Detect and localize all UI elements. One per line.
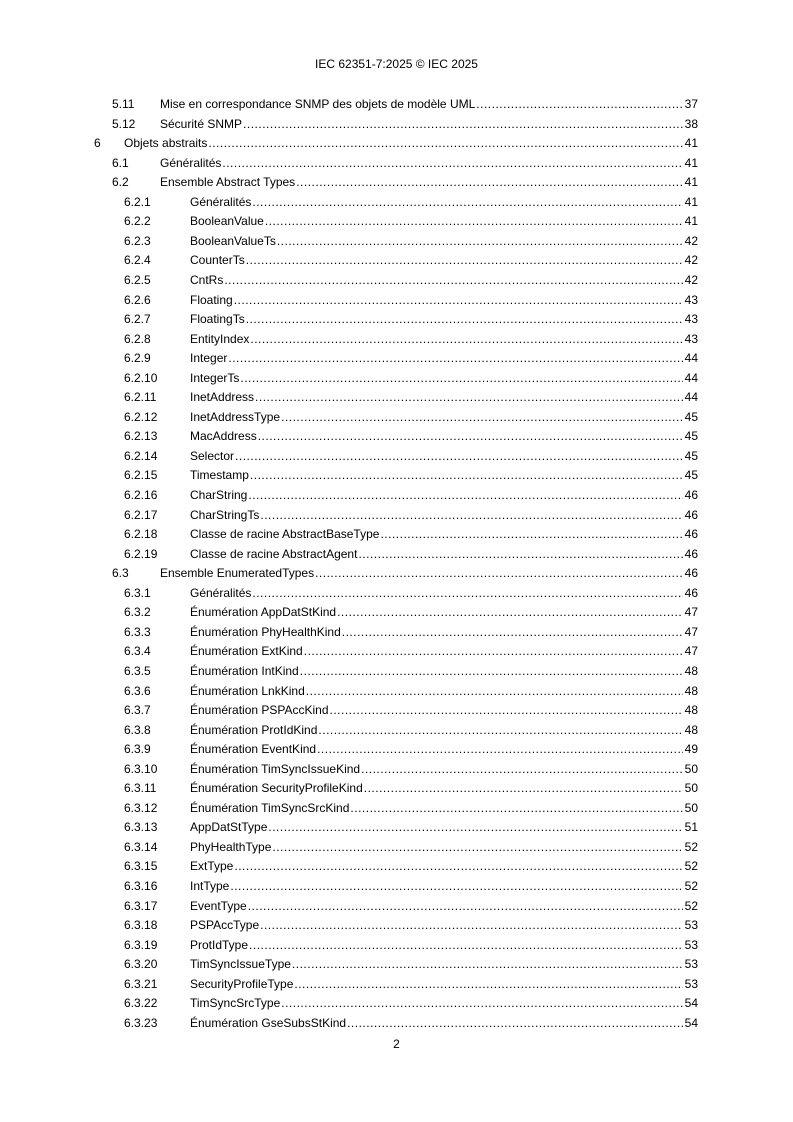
toc-entry[interactable] — [0, 759, 793, 779]
toc-entry-title: Énumération LnkKind — [190, 681, 306, 701]
dot-leader — [252, 192, 682, 212]
dot-leader — [294, 974, 682, 994]
toc-entry-title: Énumération TimSyncSrcKind — [190, 798, 350, 818]
dot-leader — [228, 348, 682, 368]
dot-leader — [208, 133, 682, 153]
toc-entry-page: 46 — [683, 485, 698, 505]
toc-entry-title: AppDatStType — [190, 817, 268, 837]
toc-entry[interactable] — [0, 329, 793, 349]
toc-entry-page: 41 — [683, 192, 698, 212]
toc-entry-title: Floating — [190, 290, 234, 310]
toc-entry-number: 6.3 — [112, 566, 129, 581]
dot-leader — [277, 231, 683, 251]
toc-entry[interactable] — [0, 250, 793, 270]
toc-entry[interactable] — [0, 837, 793, 857]
toc-entry-number: 6.2.1 — [124, 194, 151, 209]
toc-entry-number: 6.2.19 — [124, 546, 158, 561]
toc-entry-page: 52 — [683, 876, 698, 896]
toc-entry-title: CounterTs — [190, 250, 246, 270]
toc-entry[interactable] — [0, 485, 793, 505]
dot-leader — [306, 681, 683, 701]
toc-entry[interactable] — [0, 231, 793, 251]
toc-entry-page: 41 — [683, 153, 698, 173]
toc-entry[interactable] — [0, 739, 793, 759]
toc-entry-number: 6.3.11 — [124, 781, 157, 796]
toc-entry-title: Énumération PhyHealthKind — [190, 622, 342, 642]
toc-entry-title: InetAddress — [190, 387, 255, 407]
toc-entry-number: 6.3.23 — [124, 1015, 158, 1030]
toc-entry-title: Sécurité SNMP — [160, 114, 243, 134]
dot-leader — [342, 622, 683, 642]
dot-leader — [240, 368, 682, 388]
toc-entry-title: CharStringTs — [190, 505, 260, 525]
toc-entry-page: 42 — [683, 231, 698, 251]
toc-entry-number: 6.3.4 — [124, 644, 151, 659]
page-number: 2 — [393, 1037, 400, 1051]
dot-leader — [255, 387, 683, 407]
toc-entry-number: 6.2.3 — [124, 233, 151, 248]
toc-entry-title: Énumération ExtKind — [190, 641, 304, 661]
toc-entry[interactable] — [0, 524, 793, 544]
toc-entry-number: 6.3.15 — [124, 859, 158, 874]
dot-leader — [350, 798, 682, 818]
toc-entry-title: Énumération GseSubsStKind — [190, 1013, 347, 1033]
toc-entry-title: IntType — [190, 876, 230, 896]
toc-entry-page: 51 — [683, 817, 698, 837]
toc-entry-number: 6.3.2 — [124, 605, 151, 620]
dot-leader — [347, 1013, 683, 1033]
toc-entry[interactable] — [0, 720, 793, 740]
toc-entry-page: 45 — [683, 446, 698, 466]
toc-entry-number: 6.2.10 — [124, 370, 158, 385]
toc-entry-page: 48 — [683, 681, 698, 701]
toc-entry-title: InetAddressType — [190, 407, 281, 427]
toc-entry-page: 46 — [683, 505, 698, 525]
toc-entry-number: 6.3.19 — [124, 937, 158, 952]
toc-entry[interactable] — [0, 896, 793, 916]
toc-entry-number: 5.11 — [112, 97, 135, 111]
toc-entry[interactable] — [0, 94, 793, 114]
toc-entry-number: 6.3.18 — [124, 918, 158, 933]
toc-entry[interactable] — [0, 114, 793, 134]
toc-entry-title: CntRs — [190, 270, 224, 290]
toc-entry[interactable] — [0, 563, 793, 583]
dot-leader — [337, 602, 683, 622]
toc-entry-number: 6.3.17 — [124, 898, 158, 913]
dot-leader — [260, 505, 682, 525]
toc-entry[interactable] — [0, 856, 793, 876]
toc-entry[interactable] — [0, 270, 793, 290]
toc-entry[interactable] — [0, 798, 793, 818]
toc-entry-number: 6.1 — [112, 155, 129, 170]
toc-entry-number: 6.3.3 — [124, 624, 151, 639]
toc-entry-page: 47 — [683, 622, 698, 642]
toc-entry-title: Énumération AppDatStKind — [190, 602, 337, 622]
toc-entry[interactable] — [0, 153, 793, 173]
toc-entry-title: Énumération TimSyncIssueKind — [190, 759, 361, 779]
toc-entry-number: 6.3.14 — [124, 839, 158, 854]
toc-entry-title: TimSyncIssueType — [190, 954, 292, 974]
toc-entry[interactable] — [0, 544, 793, 564]
dot-leader — [380, 524, 682, 544]
toc-entry-page: 44 — [683, 368, 698, 388]
dot-leader — [281, 993, 682, 1013]
toc-entry[interactable] — [0, 817, 793, 837]
toc-entry-page: 49 — [683, 739, 698, 759]
toc-entry-number: 6.3.12 — [124, 800, 158, 815]
dot-leader — [250, 465, 683, 485]
toc-entry-number: 6.2.17 — [124, 507, 158, 522]
toc-entry[interactable] — [0, 348, 793, 368]
toc-entry-page: 43 — [683, 309, 698, 329]
toc-entry-number: 6.3.6 — [124, 683, 151, 698]
toc-entry-page: 37 — [683, 94, 698, 114]
dot-leader — [249, 935, 683, 955]
dot-leader — [258, 426, 683, 446]
toc-entry-page: 44 — [683, 348, 698, 368]
toc-entry[interactable] — [0, 426, 793, 446]
dot-leader — [230, 876, 682, 896]
toc-entry[interactable] — [0, 290, 793, 310]
toc-entry-number: 6.3.8 — [124, 722, 151, 737]
dot-leader — [222, 153, 682, 173]
toc-entry[interactable] — [0, 778, 793, 798]
dot-leader — [235, 446, 683, 466]
toc-entry-number: 6.3.9 — [124, 742, 151, 757]
toc-entry-page: 41 — [683, 133, 698, 153]
toc-entry[interactable] — [0, 661, 793, 681]
toc-entry-title: Ensemble EnumeratedTypes — [160, 563, 315, 583]
dot-leader — [260, 915, 683, 935]
toc-entry-page: 38 — [683, 114, 698, 134]
toc-entry-title: Énumération EventKind — [190, 739, 317, 759]
toc-entry-number: 6 — [94, 136, 101, 151]
toc-entry-title: Timestamp — [190, 465, 250, 485]
toc-entry-page: 46 — [683, 583, 698, 603]
dot-leader — [234, 856, 682, 876]
dot-leader — [272, 837, 682, 857]
toc-entry[interactable] — [0, 700, 793, 720]
toc-entry[interactable] — [0, 876, 793, 896]
toc-entry-number: 6.3.1 — [124, 585, 151, 600]
toc-entry[interactable] — [0, 192, 793, 212]
dot-leader — [361, 759, 683, 779]
toc-entry[interactable] — [0, 602, 793, 622]
toc-entry-title: ExtType — [190, 856, 234, 876]
dot-leader — [248, 896, 683, 916]
toc-entry-title: TimSyncSrcType — [190, 993, 281, 1013]
toc-entry-title: Mise en correspondance SNMP des objets de modèle UML — [160, 94, 476, 114]
dot-leader — [292, 954, 683, 974]
toc-entry-title: Généralités — [190, 583, 252, 603]
dot-leader — [330, 700, 683, 720]
dot-leader — [304, 641, 683, 661]
dot-leader — [358, 544, 682, 564]
toc-entry-title: Énumération PSPAccKind — [190, 700, 330, 720]
toc-entry-title: BooleanValueTs — [190, 231, 277, 251]
toc-entry-page: 50 — [683, 778, 698, 798]
dot-leader — [252, 583, 682, 603]
toc-entry-number: 6.2.2 — [124, 214, 151, 229]
toc-entry-page: 54 — [683, 1013, 698, 1033]
toc-entry-title: ProtIdType — [190, 935, 249, 955]
toc-entry[interactable] — [0, 1013, 793, 1033]
dot-leader — [246, 309, 683, 329]
toc-entry[interactable] — [0, 915, 793, 935]
dot-leader — [234, 290, 683, 310]
dot-leader — [265, 211, 683, 231]
toc-entry-number: 6.3.16 — [124, 879, 158, 893]
toc-entry-page: 47 — [683, 602, 698, 622]
toc-entry[interactable] — [0, 974, 793, 994]
toc-entry-number: 6.2.8 — [124, 331, 151, 346]
toc-entry-page: 53 — [683, 935, 698, 955]
toc-entry-page: 53 — [683, 915, 698, 935]
toc-entry[interactable] — [0, 505, 793, 525]
dot-leader — [476, 94, 682, 114]
toc-entry-title: EntityIndex — [190, 329, 250, 349]
toc-entry[interactable] — [0, 935, 793, 955]
toc-entry-title: CharString — [190, 485, 248, 505]
toc-entry[interactable] — [0, 954, 793, 974]
toc-entry-page: 53 — [683, 974, 698, 994]
toc-entry-number: 6.3.5 — [124, 663, 151, 678]
toc-entry-title: Énumération ProtIdKind — [190, 720, 318, 740]
toc-entry-title: MacAddress — [190, 426, 258, 446]
toc-entry-title: SecurityProfileType — [190, 974, 294, 994]
toc-entry-title: Classe de racine AbstractAgent — [190, 544, 358, 564]
toc-entry-number: 6.2.15 — [124, 468, 158, 483]
toc-entry-number: 6.2.13 — [124, 429, 158, 444]
toc-entry-number: 6.2.4 — [124, 253, 151, 268]
dot-leader — [246, 250, 683, 270]
toc-entry-page: 44 — [683, 387, 698, 407]
toc-entry-page: 43 — [683, 329, 698, 349]
toc-entry[interactable] — [0, 993, 793, 1013]
toc-entry-number: 6.3.22 — [124, 996, 158, 1011]
toc-entry-page: 46 — [683, 563, 698, 583]
toc-entry-title: IntegerTs — [190, 368, 240, 388]
toc-entry-title: Selector — [190, 446, 235, 466]
toc-entry-page: 48 — [683, 700, 698, 720]
dot-leader — [317, 739, 683, 759]
toc-entry-number: 6.2.6 — [124, 292, 151, 307]
dot-leader — [243, 114, 683, 134]
toc-entry-title: Integer — [190, 348, 228, 368]
toc-entry-title: FloatingTs — [190, 309, 246, 329]
toc-entry-title: EventType — [190, 896, 248, 916]
toc-entry-page: 48 — [683, 720, 698, 740]
page-header: IEC 62351-7:2025 © IEC 2025 — [315, 57, 478, 71]
toc-entry-number: 6.3.10 — [124, 761, 158, 776]
toc-entry[interactable] — [0, 583, 793, 603]
dot-leader — [268, 817, 682, 837]
toc-entry-page: 54 — [683, 993, 698, 1013]
toc-entry-title: Ensemble Abstract Types — [160, 172, 296, 192]
toc-entry-page: 41 — [683, 172, 698, 192]
dot-leader — [364, 778, 683, 798]
toc-entry-page: 50 — [683, 798, 698, 818]
toc-entry-page: 45 — [683, 407, 698, 427]
toc-entry[interactable] — [0, 446, 793, 466]
toc-entry-page: 46 — [683, 544, 698, 564]
toc-entry-title: Objets abstraits — [124, 133, 208, 153]
toc-entry[interactable] — [0, 465, 793, 485]
toc-entry-title: Généralités — [160, 153, 222, 173]
toc-entry-page: 52 — [683, 837, 698, 857]
toc-entry-number: 6.2.11 — [124, 390, 157, 405]
toc-entry-page: 47 — [683, 641, 698, 661]
dot-leader — [318, 720, 682, 740]
toc-entry-page: 52 — [683, 856, 698, 876]
toc-entry-number: 6.2.14 — [124, 448, 158, 463]
toc-entry-title: BooleanValue — [190, 211, 265, 231]
toc-entry-page: 48 — [683, 661, 698, 681]
toc-entry-page: 46 — [683, 524, 698, 544]
toc-entry-number: 5.12 — [112, 116, 136, 131]
toc-entry-page: 41 — [683, 211, 698, 231]
dot-leader — [281, 407, 683, 427]
dot-leader — [224, 270, 682, 290]
toc-entry-page: 53 — [683, 954, 698, 974]
toc-entry-number: 6.2.16 — [124, 488, 158, 502]
toc-entry[interactable] — [0, 641, 793, 661]
toc-entry[interactable] — [0, 309, 793, 329]
toc-entry[interactable] — [0, 681, 793, 701]
toc-entry-number: 6.3.21 — [124, 976, 158, 991]
toc-entry[interactable] — [0, 172, 793, 192]
toc-entry-title: PSPAccType — [190, 915, 260, 935]
toc-entry-page: 45 — [683, 465, 698, 485]
toc-entry-number: 6.3.13 — [124, 820, 158, 835]
toc-entry-title: Énumération SecurityProfileKind — [190, 778, 364, 798]
dot-leader — [250, 329, 682, 349]
dot-leader — [296, 172, 682, 192]
toc-entry[interactable] — [0, 622, 793, 642]
toc-entry-page: 43 — [683, 290, 698, 310]
toc-entry-number: 6.2.18 — [124, 527, 158, 542]
dot-leader — [315, 563, 683, 583]
toc-entry[interactable] — [0, 387, 793, 407]
dot-leader — [248, 485, 682, 505]
toc-entry-page: 52 — [683, 896, 698, 916]
toc-entry-page: 42 — [683, 270, 698, 290]
toc-entry-title: Généralités — [190, 192, 252, 212]
toc-entry[interactable] — [0, 133, 793, 153]
toc-entry-number: 6.3.20 — [124, 957, 158, 972]
toc-entry-number: 6.2.5 — [124, 272, 151, 287]
toc-entry-number: 6.2.12 — [124, 409, 158, 424]
toc-entry-number: 6.2.7 — [124, 312, 151, 327]
toc-entry-number: 6.2 — [112, 175, 129, 190]
toc-entry[interactable] — [0, 368, 793, 388]
toc-entry-title: Énumération IntKind — [190, 661, 300, 681]
toc-entry-page: 50 — [683, 759, 698, 779]
dot-leader — [300, 661, 683, 681]
toc-entry[interactable] — [0, 211, 793, 231]
toc-entry-page: 45 — [683, 426, 698, 446]
toc-entry-number: 6.2.9 — [124, 351, 151, 366]
toc-entry-page: 42 — [683, 250, 698, 270]
toc-entry-title: Classe de racine AbstractBaseType — [190, 524, 380, 544]
toc-entry-title: PhyHealthType — [190, 837, 272, 857]
toc-entry[interactable] — [0, 407, 793, 427]
toc-entry-number: 6.3.7 — [124, 703, 151, 718]
